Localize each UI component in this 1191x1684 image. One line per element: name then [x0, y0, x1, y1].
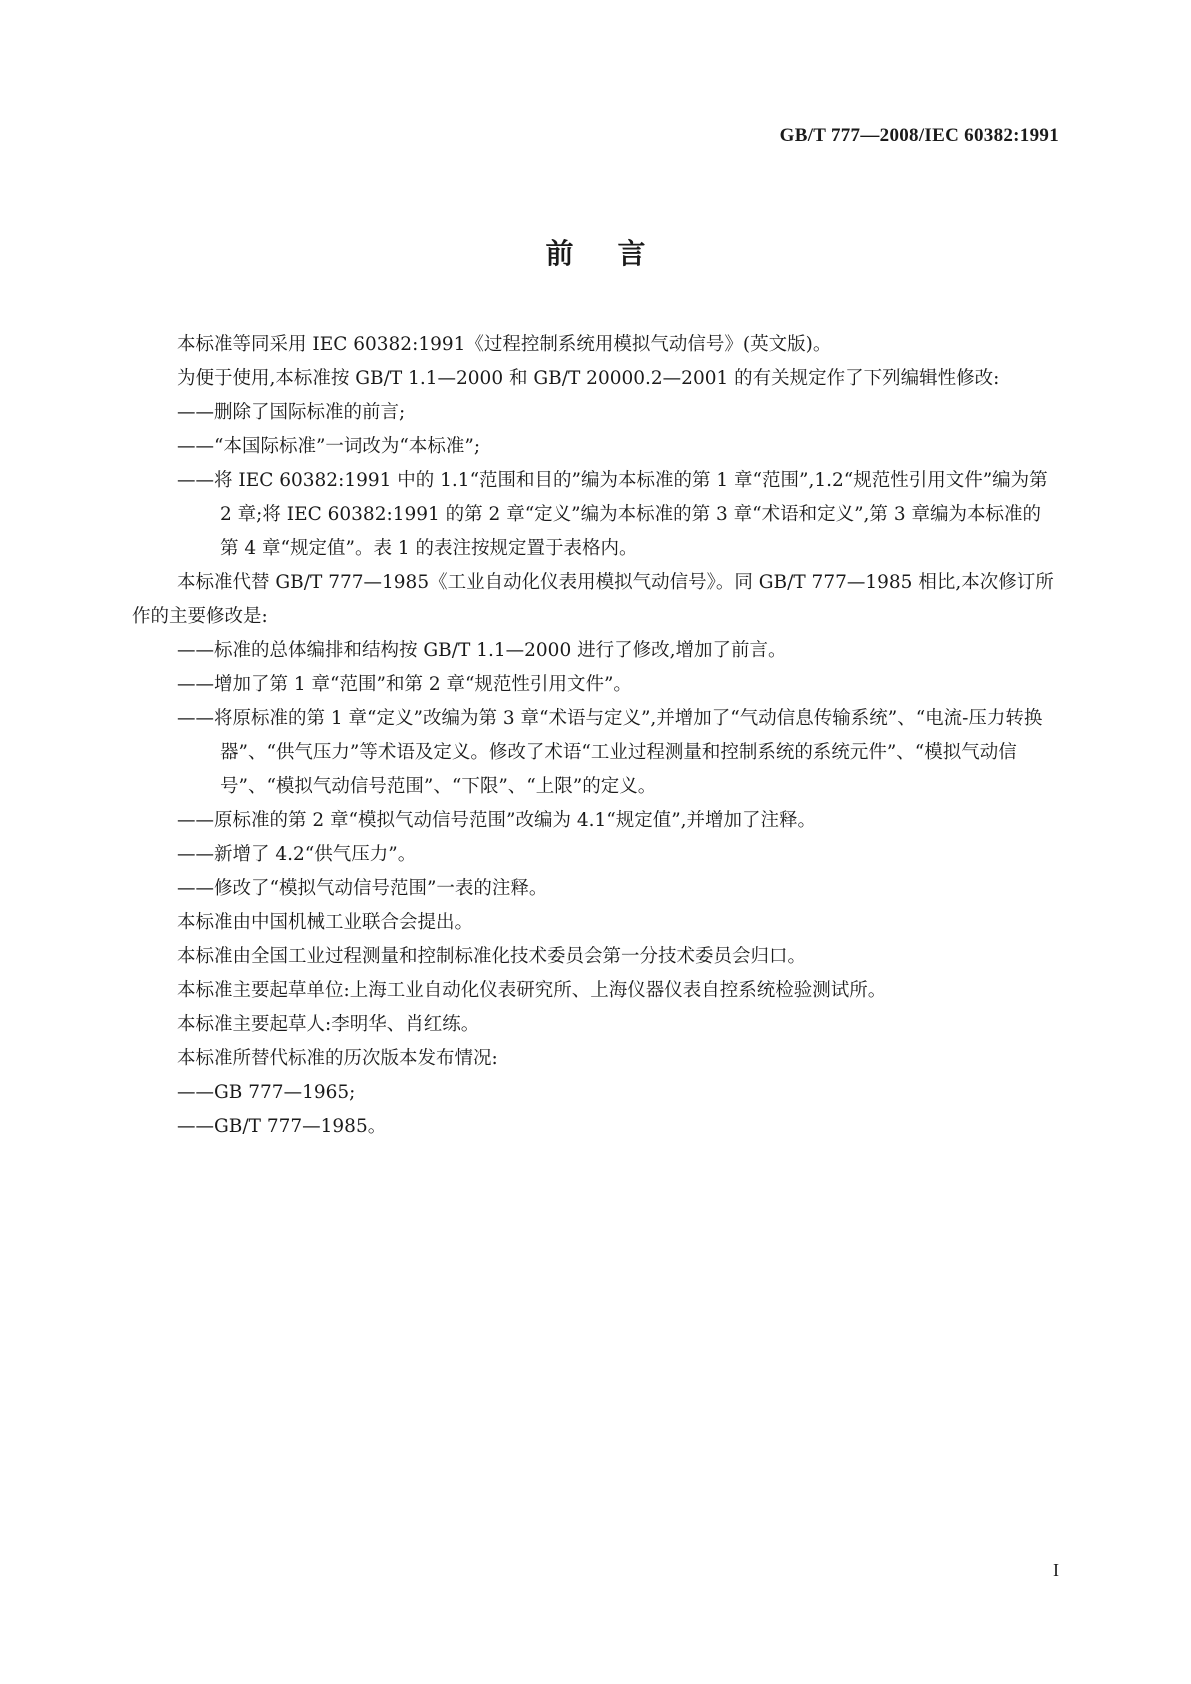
paragraph: 本标准主要起草人:李明华、肖红练。: [177, 1014, 480, 1035]
paragraph: 本标准所替代标准的历次版本发布情况:: [177, 1048, 498, 1069]
list-item: ——将原标准的第 1 章“定义”改编为第 3 章“术语与定义”,并增加了“气动信息传输系统”、“电流-压力转换器”、“供气压力”等术语及定义。修改了术语“工业过程测量和控制系统的系统元件”、“模拟气动信号”、“模拟气动信号范围”、“下限”、“上限”的定义。: [177, 708, 1043, 797]
paragraph: 本标准等同采用 IEC 60382:1991《过程控制系统用模拟气动信号》(英文版)。: [177, 334, 832, 355]
list-item: ——原标准的第 2 章“模拟气动信号范围”改编为 4.1“规定值”,并增加了注释。: [177, 810, 817, 831]
standard-code: GB/T 777—2008/IEC 60382:1991: [779, 125, 1059, 146]
list-item: ——GB 777—1965;: [177, 1082, 356, 1103]
page-number: I: [1053, 1560, 1059, 1580]
list-item: ——修改了“模拟气动信号范围”一表的注释。: [177, 878, 548, 899]
list-item: ——新增了 4.2“供气压力”。: [177, 844, 417, 865]
list-item: ——标准的总体编排和结构按 GB/T 1.1—2000 进行了修改,增加了前言。: [177, 640, 787, 661]
paragraph: 本标准由中国机械工业联合会提出。: [177, 912, 474, 933]
paragraph: 本标准由全国工业过程测量和控制标准化技术委员会第一分技术委员会归口。: [177, 946, 807, 967]
paragraph: 本标准代替 GB/T 777—1985《工业自动化仪表用模拟气动信号》。同 GB/T 777—1985 相比,本次修订所作的主要修改是:: [132, 572, 1054, 627]
list-item: ——“本国际标准”一词改为“本标准”;: [177, 436, 481, 457]
list-item: ——删除了国际标准的前言;: [177, 402, 406, 423]
foreword-body: [132, 328, 1059, 1144]
list-item: ——增加了第 1 章“范围”和第 2 章“规范性引用文件”。: [177, 674, 632, 695]
list-item: ——GB/T 777—1985。: [177, 1116, 387, 1137]
page-title: 前言: [545, 237, 690, 270]
list-item: ——将 IEC 60382:1991 中的 1.1“范围和目的”编为本标准的第 1 章“范围”,1.2“规范性引用文件”编为第 2 章;将 IEC 60382:1991 的第 2 章“定义”编为本标准的第 3 章“术语和定义”,第 3 章编为本标准的第 4 章“规定值”。表 1 的表注按规定置于表格内。: [177, 470, 1048, 559]
paragraph: 为便于使用,本标准按 GB/T 1.1—2000 和 GB/T 20000.2—2001 的有关规定作了下列编辑性修改:: [177, 368, 1000, 389]
paragraph: 本标准主要起草单位:上海工业自动化仪表研究所、上海仪器仪表自控系统检验测试所。: [177, 980, 887, 1001]
